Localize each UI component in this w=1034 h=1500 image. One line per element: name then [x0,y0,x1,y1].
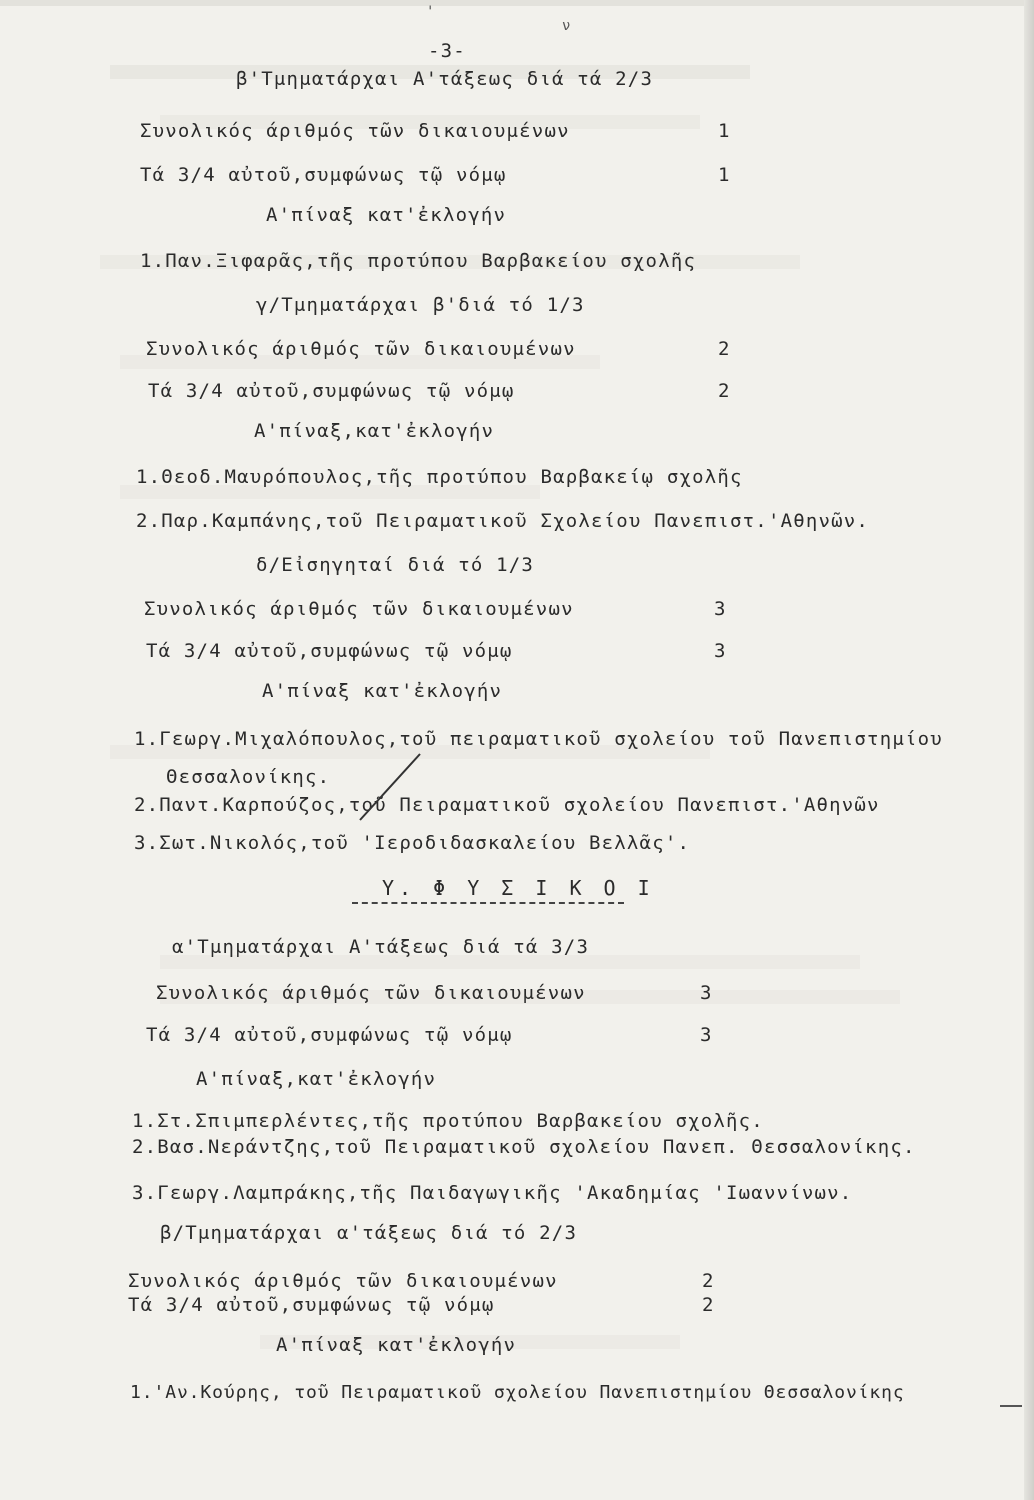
three-quarters-value: 1 [718,164,731,186]
category-heading-underline [352,902,624,904]
three-quarters-value: 3 [714,640,727,662]
list-item: 3.Γεωργ.Λαμπράκης,τῆς Παιδαγωγικῆς 'Ακαδημίας 'Ιωαννίνων. [132,1182,853,1204]
list-item: 1.Στ.Σπιμπερλέντες,τῆς προτύπου Βαρβακείου σχολῆς. [132,1110,764,1132]
total-label: Συνολικός άριθμός τῶν δικαιουμένων [144,598,574,620]
list-item: 2.Παρ.Καμπάνης,τοῦ Πειραματικοῦ Σχολείου Πανεπιστ.'Αθηνῶν. [136,510,870,532]
three-quarters-label: Τά 3/4 αὐτοῦ,συμφώνως τῷ νόμῳ [146,640,513,662]
section-heading: α'Τμηματάρχαι Α'τάξεως διά τά 3/3 [172,936,590,958]
page-number: -3- [428,40,466,62]
scan-border-top [0,0,1034,6]
three-quarters-label: Τά 3/4 αὐτοῦ,συμφώνως τῷ νόμῳ [148,380,515,402]
total-value: 2 [718,338,731,360]
list-item: 1.Παν.Ξιφαρᾶς,τῆς προτύπου Βαρβακείου σχολῆς [140,250,697,272]
total-label: Συνολικός άριθμός τῶν δικαιουμένων [156,982,586,1004]
selection-table-heading: Α'πίναξ κατ'ἐκλογήν [276,1334,517,1356]
three-quarters-label: Τά 3/4 αὐτοῦ,συμφώνως τῷ νόμῳ [128,1294,495,1316]
top-mark-left: ' [426,4,435,20]
list-item: 2.Παντ.Καρπούζος,τοῦ Πειραματικοῦ σχολείου Πανεπιστ.'Αθηνῶν [134,794,880,816]
section-heading: γ/Τμηματάρχαι β'διά τό 1/3 [256,294,585,316]
total-label: Συνολικός άριθμός τῶν δικαιουμένων [140,120,570,142]
scan-border-right [1024,0,1034,1500]
section-heading: δ/Εἰσηγηταί διά τό 1/3 [256,554,535,576]
selection-table-heading: Α'πίναξ κατ'ἐκλογήν [266,204,507,226]
total-value: 2 [702,1270,715,1292]
selection-table-heading: Α'πίναξ,κατ'ἐκλογήν [196,1068,437,1090]
selection-table-heading: Α'πίναξ κατ'ἐκλογήν [262,680,503,702]
three-quarters-value: 2 [702,1294,715,1316]
top-mark-right: ν [562,18,571,34]
margin-dash [1000,1405,1022,1407]
list-item: 2.Βασ.Νεράντζης,τοῦ Πειραματικοῦ σχολείου Πανεπ. Θεσσαλονίκης. [132,1136,916,1158]
section-heading: β/Τμηματάρχαι α'τάξεως διά τό 2/3 [160,1222,578,1244]
list-item: 1.Γεωργ.Μιχαλόπουλος,τοῦ πειραματικοῦ σχολείου τοῦ Πανεπιστημίου [134,728,943,750]
list-item: 1.'Αν.Κούρης, τοῦ Πειραματικοῦ σχολείου Πανεπιστημίου Θεσσαλονίκης [130,1382,905,1403]
total-value: 1 [718,120,731,142]
list-item: 3.Σωτ.Νικολός,τοῦ 'Ιεροδιδασκαλείου Βελλᾶς'. [134,832,691,854]
total-label: Συνολικός άριθμός τῶν δικαιουμένων [128,1270,558,1292]
category-heading: Υ. Φ Υ Σ Ι Κ Ο Ι [382,876,655,900]
total-label: Συνολικός άριθμός τῶν δικαιουμένων [146,338,576,360]
total-value: 3 [714,598,727,620]
selection-table-heading: Α'πίναξ,κατ'ἐκλογήν [254,420,495,442]
list-item: 1.Θεοδ.Μαυρόπουλος,τῆς προτύπου Βαρβακείῳ σχολῆς [136,466,743,488]
total-value: 3 [700,982,713,1004]
three-quarters-label: Τά 3/4 αὐτοῦ,συμφώνως τῷ νόμῳ [146,1024,513,1046]
three-quarters-value: 2 [718,380,731,402]
three-quarters-label: Τά 3/4 αὐτοῦ,συμφώνως τῷ νόμῳ [140,164,507,186]
list-item-continuation: Θεσσαλονίκης. [166,766,331,788]
three-quarters-value: 3 [700,1024,713,1046]
handwritten-slash-mark [350,748,430,828]
section-heading: β'Τμηματάρχαι Α'τάξεως διά τά 2/3 [236,68,654,90]
